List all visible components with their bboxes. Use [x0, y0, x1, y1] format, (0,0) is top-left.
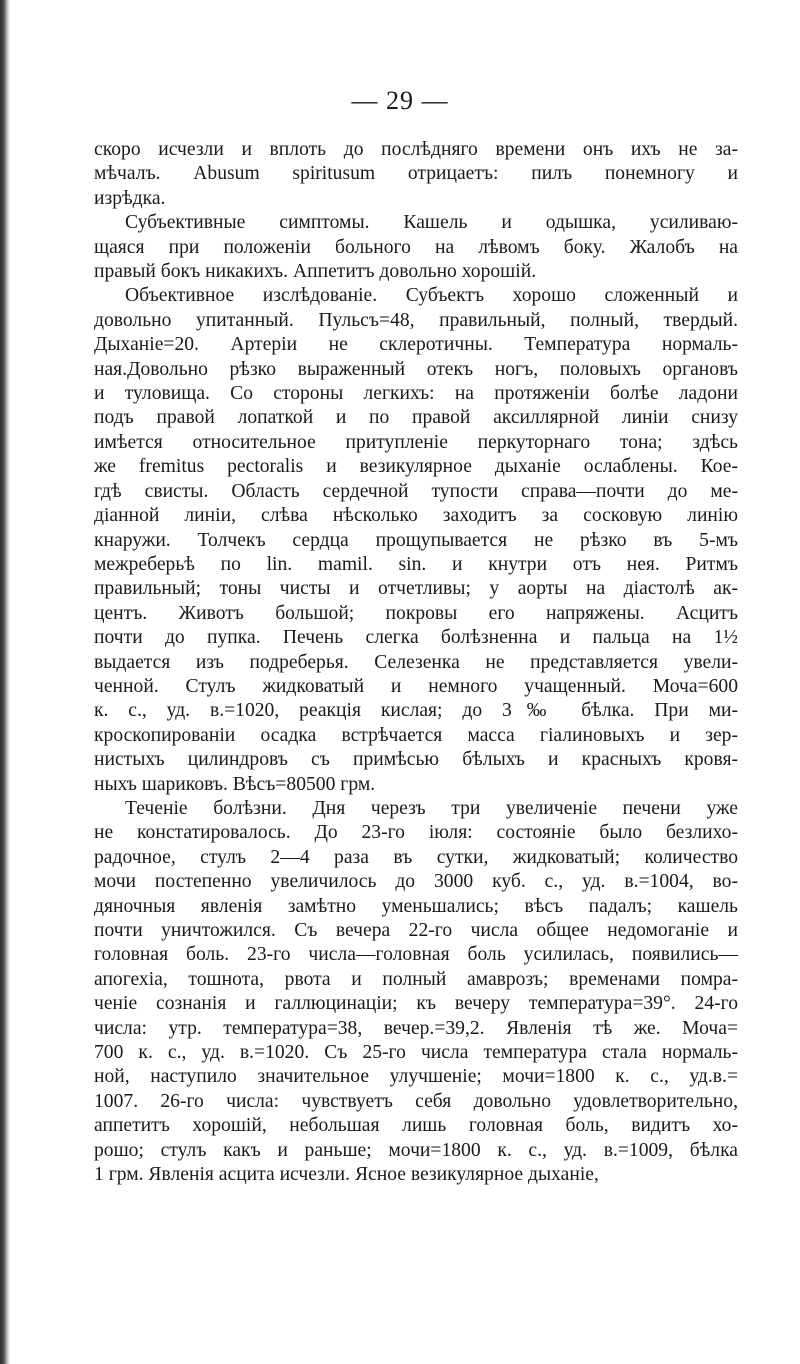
paragraph [94, 138, 738, 211]
page-left-edge-shadow [0, 0, 10, 1364]
page-number: — 29 — [351, 86, 449, 115]
text-line: Субъективные симптомы. Кашель и одышка, усиливаю- [125, 212, 738, 234]
text-line: Дыханіе=20. Артеріи не склеротичны. Температура нормаль- [94, 334, 738, 356]
text-line: же fremitus pectoralis и везикулярное дыханіе ослаблены. Кое- [94, 456, 738, 478]
text-line: дяночныя явленія замѣтно уменьшались; вѣсъ падалъ; кашель [94, 895, 738, 917]
text-line: центъ. Животъ большой; покровы его напряжены. Асцитъ [94, 602, 738, 624]
text-line: довольно упитанный. Пульсъ=48, правильный, полный, твердый. [94, 309, 738, 331]
text-line: имѣется относительное притупленіе перкуторнаго тона; здѣсь [94, 431, 738, 453]
text-line: выдается изъ подреберья. Селезенка не представляется увели- [94, 651, 738, 673]
text-line: 1 грм. Явленія асцита исчезли. Ясное везикулярное дыханіе, [94, 1164, 599, 1186]
text-line: ной, наступило значительное улучшеніе; мочи=1800 к. с., уд.в.= [94, 1066, 738, 1088]
text-line: подъ правой лопаткой и по правой аксиллярной линіи снизу [94, 407, 738, 429]
text-line: апогехіа, тошнота, рвота и полный амаврозъ; временами помра- [94, 968, 738, 990]
text-line: мѣчалъ. Abusum spiritusum отрицаетъ: пилъ понемногу и [94, 163, 738, 185]
text-line: ная.Довольно рѣзко выраженный отекъ ногъ, половыхъ органовъ [94, 358, 738, 380]
paragraph [94, 211, 738, 284]
text-line: Теченіе болѣзни. Дня черезъ три увеличеніе печени уже [125, 797, 738, 819]
text-line: діанной линіи, слѣва нѣсколько заходитъ за сосковую линію [94, 505, 738, 527]
text-line: мочи постепенно увеличилось до 3000 куб. с., уд. в.=1004, во- [94, 871, 738, 893]
text-line: не констатировалось. До 23-го іюля: состояніе было безлихо- [94, 822, 738, 844]
text-line: кнаружи. Толчекъ сердца прощупывается не рѣзко въ 5-мъ [94, 529, 738, 551]
text-line: скоро исчезли и вплоть до послѣдняго времени онъ ихъ не за- [94, 139, 738, 160]
text-line: и туловища. Со стороны легкихъ: на протяженіи болѣе ладони [94, 383, 738, 405]
text-line: правильный; тоны чисты и отчетливы; у аорты на діастолѣ ак- [94, 578, 738, 600]
text-line: межреберьѣ по lin. mamil. sin. и кнутри отъ нея. Ритмъ [94, 553, 738, 575]
text-line: 1007. 26-го числа: чувствуетъ себя довольно удовлетворительно, [94, 1090, 738, 1112]
text-line: числа: утр. температура=38, вечер.=39,2. Явленія тѣ же. Моча= [94, 1017, 738, 1039]
text-line: ченіе сознанія и галлюцинаціи; къ вечеру температура=39°. 24-го [94, 993, 738, 1015]
text-line: аппетитъ хорошій, небольшая лишь головная боль, видитъ хо- [94, 1115, 738, 1137]
text-line: правый бокъ никакихъ. Аппетитъ довольно хорошій. [94, 261, 537, 283]
text-line: щаяся при положеніи больного на лѣвомъ боку. Жалобъ на [94, 236, 738, 258]
text-line: нистыхъ цилиндровъ съ примѣсью бѣлыхъ и красныхъ кровя- [94, 749, 738, 771]
text-line: радочное, стулъ 2—4 раза въ сутки, жидковатый; количество [94, 846, 738, 868]
text-line: кроскопированіи осадка встрѣчается масса гіалиновыхъ и зер- [94, 724, 738, 746]
paragraph [94, 797, 738, 1188]
text-line: изрѣдка. [94, 187, 166, 209]
body-text [94, 138, 738, 1187]
text-line: к. с., уд. в.=1020, реакція кислая; до 3‰ бѣлка. При ми- [94, 700, 738, 722]
paragraph [94, 284, 738, 797]
text-line: головная боль. 23-го числа—головная боль усилилась, появились— [94, 944, 738, 966]
text-line: гдѣ свисты. Область сердечной тупости справа—почти до ме- [94, 480, 738, 502]
text-line: Объективное изслѣдованіе. Субъектъ хорошо сложенный и [125, 285, 738, 307]
text-line: ныхъ шариковъ. Вѣсъ=80500 грм. [94, 773, 376, 795]
text-line: ченной. Стулъ жидковатый и немного учащенный. Моча=600 [94, 675, 738, 697]
text-line: рошо; стулъ какъ и раньше; мочи=1800 к. с., уд. в.=1009, бѣлка [94, 1139, 738, 1161]
text-line: почти уничтожился. Съ вечера 22-го числа общее недомоганіе и [94, 920, 738, 941]
text-line: почти до пупка. Печень слегка болѣзненна и пальца на 1½ [94, 627, 738, 649]
text-line: 700 к. с., уд. в.=1020. Съ 25-го числа температура стала нормаль- [94, 1042, 738, 1064]
